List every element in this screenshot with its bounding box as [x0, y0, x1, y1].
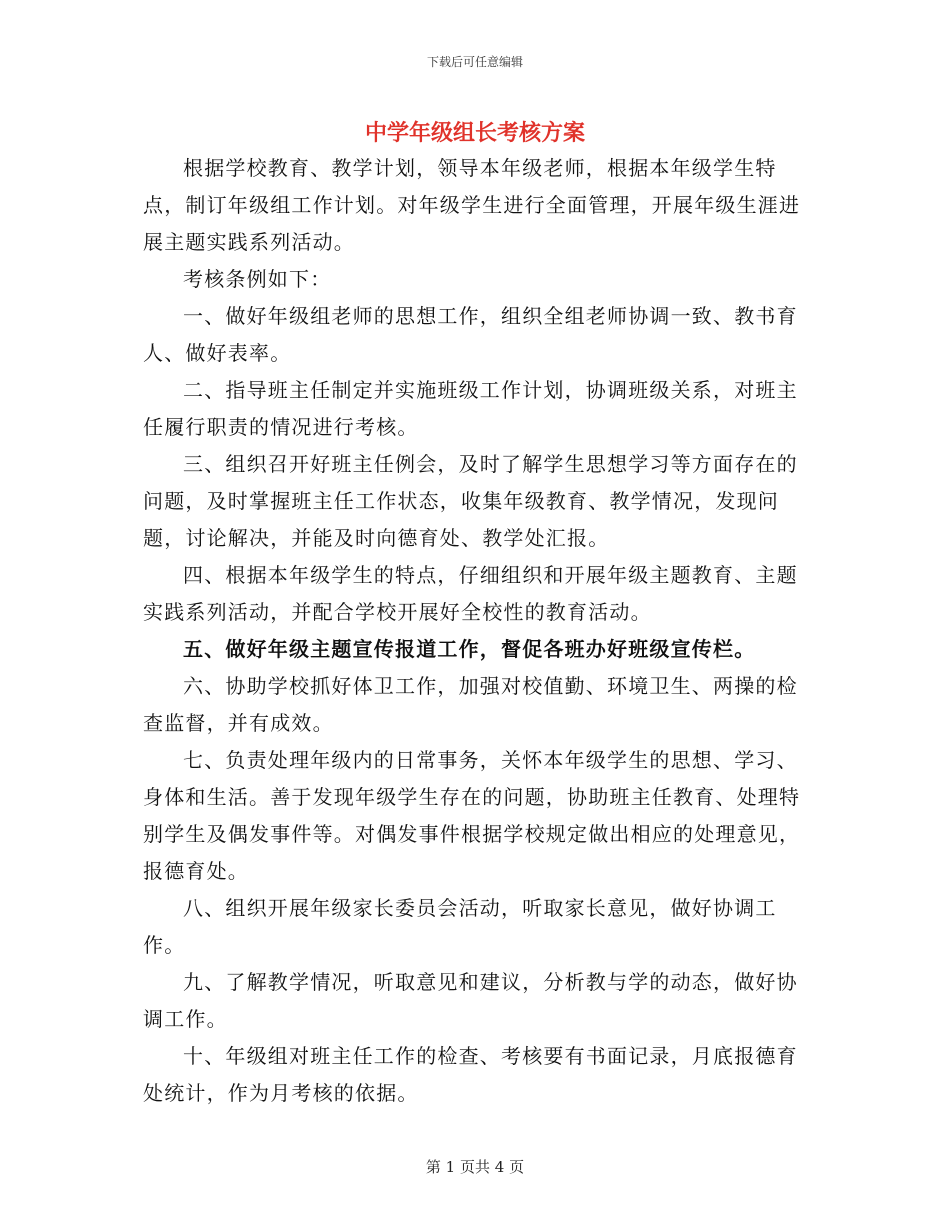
page-footer: 第 1 页共 4 页: [425, 1158, 525, 1176]
paragraph-item-5: 五、做好年级主题宣传报道工作，督促各班办好班级宣传栏。: [183, 637, 756, 661]
paragraph-item-9: 九、了解教学情况，听取意见和建议，分析教与学的动态，做好协调工作。: [143, 970, 798, 1031]
document-title: 中学年级组长考核方案: [364, 120, 585, 146]
paragraph-rules-heading: 考核条例如下：: [183, 267, 332, 291]
paragraph-item-7: 七、负责处理年级内的日常事务，关怀本年级学生的思想、学习、身体和生活。善于发现年级学生存在的问题，协助班主任教育、处理特别学生及偶发事件等。对偶发事件根据学校规定做出相应的处理意见，报德育处。: [143, 748, 801, 883]
paragraph-item-1: 一、做好年级组老师的思想工作，组织全组老师协调一致、教书育人、做好表率。: [143, 304, 798, 365]
paragraph-item-3: 三、组织召开好班主任例会，及时了解学生思想学习等方面存在的问题，及时掌握班主任工作状态，收集年级教育、教学情况，发现问题，讨论解决，并能及时向德育处、教学处汇报。: [143, 452, 798, 550]
paragraph-item-8: 八、组织开展年级家长委员会活动，听取家长意见，做好协调工作。: [143, 896, 777, 957]
paragraph-item-10: 十、年级组对班主任工作的检查、考核要有书面记录，月底报德育处统计，作为月考核的依据。: [143, 1044, 798, 1105]
page-header: 下载后可任意编辑: [426, 55, 523, 69]
document-body: [143, 150, 813, 1112]
paragraph-item-4: 四、根据本年级学生的特点，仔细组织和开展年级主题教育、主题实践系列活动，并配合学校开展好全校性的教育活动。: [143, 563, 798, 624]
paragraph-item-6: 六、协助学校抓好体卫工作，加强对校值勤、环境卫生、两操的检查监督，并有成效。: [143, 674, 798, 735]
paragraph-intro: 根据学校教育、教学计划，领导本年级老师，根据本年级学生特点，制订年级组工作计划。对年级学生进行全面管理，开展年级生涯进展主题实践系列活动。: [143, 156, 801, 254]
paragraph-item-2: 二、指导班主任制定并实施班级工作计划，协调班级关系，对班主任履行职责的情况进行考核。: [143, 378, 798, 439]
